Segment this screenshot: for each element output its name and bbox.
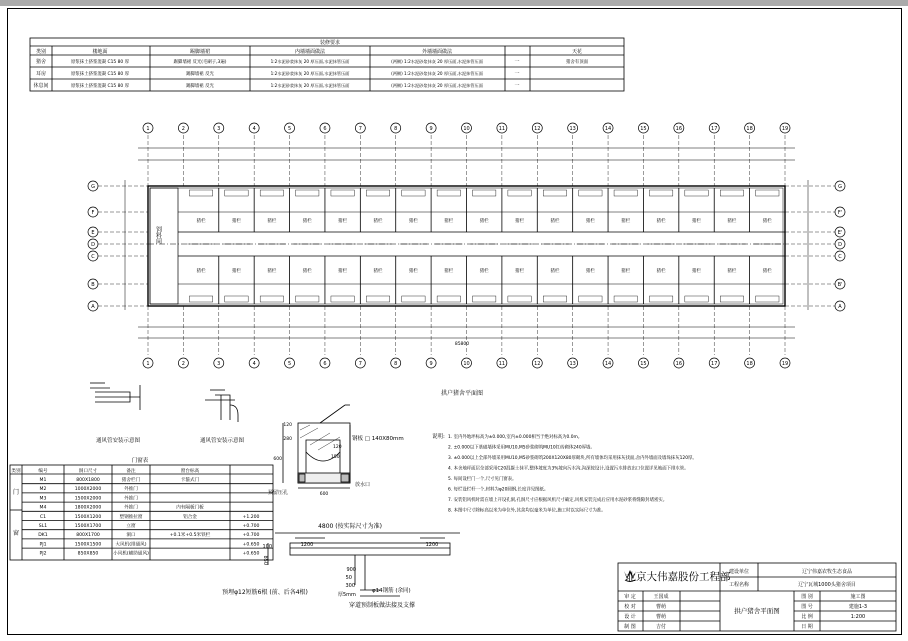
finish-row2-skirting: 踢脚墙裙 反光: [186, 72, 214, 77]
trough-right-label: 放水口: [355, 482, 371, 488]
title-block-field: 图 别: [801, 594, 813, 600]
notes-heading: 说明:: [432, 434, 445, 440]
door-table-cell: 小风机(辅助通风): [113, 551, 149, 557]
door-table-cell: 800X1800: [76, 478, 100, 483]
window-top: [685, 190, 708, 196]
axis-label-left: C: [91, 254, 95, 260]
axis-label-bottom: 16: [675, 361, 683, 367]
trough-dim-120: 120: [283, 423, 292, 428]
note-item: 3. ±0.000以上全部外墙采用MU10,M5砂浆砌筑200X120X80厚砌块,所有墙体均采用抹灰找面,舍内外墙面及墙垛抹灰120厚。: [448, 456, 697, 461]
title-block-role: 校 对: [624, 604, 636, 610]
door-table-cell: C1: [39, 514, 47, 520]
window-bottom: [402, 296, 425, 302]
finish-row1-skirting: 踢脚墙裙 反光(毛刷子,3遍): [173, 60, 227, 65]
pen-label-top: 猪栏: [196, 219, 206, 224]
window-top: [720, 190, 743, 196]
beam-rebar-label: 预埋φ12短筋6根 (前、后各4根): [222, 589, 308, 596]
axis-label-bottom: 8: [394, 361, 398, 367]
axis-label-top: 14: [604, 126, 612, 132]
door-table-cell: 大风机(排通风): [115, 542, 147, 548]
pen-label-bottom: 猪栏: [585, 269, 595, 274]
title-block-role: 设 计: [624, 614, 636, 620]
pen-label-top: 猪栏: [727, 219, 737, 224]
pen-label-top: 猪栏: [656, 219, 666, 224]
trough-dim-600-h: 600: [319, 492, 329, 497]
finish-row3-dash: 一: [514, 83, 520, 89]
notes-list: [448, 433, 697, 514]
finish-row1-dash: 一: [514, 59, 520, 65]
axis-label-right: F': [837, 210, 843, 216]
finish-row2-category: 耳房: [35, 71, 47, 77]
window-bottom: [614, 296, 637, 302]
pen-label-top: 猪栏: [479, 219, 489, 224]
window-bottom: [720, 296, 743, 302]
pen-label-top: 猪栏: [408, 219, 418, 224]
beam-caption: 穿道预制板做法接及支撑: [348, 602, 416, 609]
door-table-header: 备注: [126, 469, 136, 474]
beam-dim-850: 850: [262, 555, 268, 565]
trough-left-label: 预留压孔: [267, 490, 289, 496]
pen-label-bottom: 猪栏: [267, 269, 277, 274]
door-table-cell: 850X850: [77, 551, 99, 557]
door-table-cell: 1800X2000: [74, 505, 102, 511]
vent-detail-a: [90, 383, 140, 410]
door-table-cell: 1500X1200: [74, 514, 102, 520]
axis-label-right: A: [838, 304, 842, 310]
finish-table-title: 装修要求: [319, 40, 341, 46]
plan-total-dimension: 85800: [454, 342, 470, 347]
note-item: 5. 每间设栏门一个,尺寸见门窗表。: [448, 477, 517, 482]
door-table-cell: M3: [39, 496, 47, 502]
window-bottom: [685, 296, 708, 302]
door-table-cell: 猪舍栏门: [121, 478, 141, 483]
axis-label-top: 4: [252, 126, 256, 132]
axis-label-top: 10: [463, 126, 470, 132]
axis-label-top: 17: [711, 126, 718, 132]
window-top: [260, 190, 283, 196]
pen-label-top: 猪栏: [444, 219, 454, 224]
trough-plate-label: 钢板 □ 140X80mm: [352, 436, 404, 442]
beam-bar-label: φ14钢筋 (余同): [372, 588, 411, 594]
finish-row1-interior: 1:2水泥砂浆抹灰 20 厚压面,水泥抹管压面: [270, 59, 350, 64]
window-top: [437, 190, 460, 196]
window-top: [649, 190, 672, 196]
axis-label-right: E': [837, 230, 843, 236]
title-block-value: 1:200: [850, 614, 866, 620]
window-bottom: [437, 296, 460, 302]
finish-row1-floor: 原浆抹土挤浆混凝 C15 80 厚: [71, 60, 129, 65]
beam-dim-1200-left: 1200: [300, 542, 314, 548]
axis-label-top: 16: [675, 126, 683, 132]
door-table-cell: DK1: [38, 533, 48, 539]
axis-label-bottom: 2: [181, 361, 185, 367]
pen-label-top: 猪栏: [373, 219, 383, 224]
window-top: [614, 190, 637, 196]
pen-label-top: 猪栏: [231, 219, 241, 224]
finish-row3-exterior: (两侧) 1:2水泥砂浆抹灰 20 厚压面,水泥抹管压面: [391, 83, 483, 88]
door-table-header: 洞口尺寸: [78, 469, 98, 474]
axis-label-top: 6: [323, 126, 327, 132]
title-block-value: 施工图: [850, 594, 866, 600]
pen-label-bottom: 猪栏: [408, 269, 418, 274]
project-label: 建设单位: [728, 569, 750, 575]
axis-label-bottom: 18: [746, 361, 753, 367]
window-bottom: [189, 296, 212, 302]
project-value: 辽宁伟嘉农牧生态食品: [801, 569, 853, 575]
axis-label-right: B': [837, 282, 843, 288]
plan-title: 拱户猪舍平面图: [440, 390, 484, 397]
note-item: 1. 室内外地坪标高为±0.000,室内±0.000相当于绝对标高为0.0m。: [448, 435, 583, 440]
door-table-cell: +0.700: [242, 533, 260, 539]
door-table-header: 类别: [11, 469, 21, 474]
axis-label-top: 2: [181, 126, 185, 132]
axis-label-bottom: 6: [323, 361, 327, 367]
pen-label-bottom: 猪栏: [515, 269, 525, 274]
door-section-label: 门: [12, 489, 20, 496]
title-block-person: 吉付: [655, 624, 667, 630]
window-bottom: [260, 296, 283, 302]
axis-label-bottom: 5: [287, 361, 292, 367]
door-table-cell: 1500X1500: [74, 542, 102, 548]
note-item: 6. 每栏设栏杆一个,材料为φ20圆钢,长度详见图纸。: [448, 487, 549, 493]
axis-label-left: G: [91, 184, 95, 190]
door-table-cell: 铝合金: [183, 514, 197, 520]
axis-label-top: 15: [640, 126, 647, 132]
window-bottom: [225, 296, 248, 302]
pen-label-bottom: 猪栏: [302, 269, 312, 274]
beam-dim-100: 100: [262, 544, 272, 550]
axis-label-left: B: [91, 282, 95, 288]
trough-dim-150: 150: [331, 455, 340, 460]
finish-row1-category: 猪舍: [35, 59, 47, 65]
finish-row3-interior: 1:2水泥砂浆抹灰 20 厚压面,水泥抹管压面: [270, 83, 350, 88]
axis-label-bottom: 14: [604, 361, 612, 367]
beam-dim-900: 900: [346, 567, 356, 573]
feed-room-label: 饲料间: [154, 226, 162, 244]
trough-dim-600-v: 600: [273, 457, 282, 462]
finish-header-ceiling: 天花: [571, 49, 583, 55]
axis-label-bottom: 1: [146, 361, 150, 367]
axis-label-bottom: 9: [429, 361, 433, 367]
window-top: [756, 190, 779, 196]
vent-detail-a-label: 通风管安装示意图: [95, 438, 141, 444]
door-table-cell: +0.650: [242, 551, 260, 557]
axis-label-top: 13: [569, 126, 576, 132]
door-table-cell: 立窗: [126, 524, 136, 529]
door-table-cell: 外推门: [124, 505, 138, 511]
axis-label-bottom: 4: [252, 361, 256, 367]
axis-label-right: D: [838, 242, 842, 248]
window-top: [331, 190, 354, 196]
pen-label-bottom: 猪栏: [762, 269, 772, 274]
pen-label-bottom: 猪栏: [656, 269, 666, 274]
window-bottom: [649, 296, 672, 302]
pen-label-top: 猪栏: [621, 219, 631, 224]
window-bottom: [543, 296, 566, 302]
beam-title: 4800 (按实际尺寸为准): [318, 523, 382, 530]
axis-label-top: 7: [358, 126, 362, 132]
engineering-label: 工程名称: [728, 582, 750, 588]
window-top: [296, 190, 319, 196]
axis-label-bottom: 10: [463, 361, 470, 367]
window-top: [189, 190, 212, 196]
finish-row2-dash: 一: [514, 71, 520, 77]
door-table-cell: 内有隔板门板: [176, 505, 204, 511]
pen-label-top: 猪栏: [267, 219, 277, 224]
pen-label-bottom: 猪栏: [479, 269, 489, 274]
door-table-cell: +0.650: [242, 542, 260, 548]
title-block-value: 建施1-3: [848, 604, 868, 610]
door-table-title: 门窗表: [131, 458, 149, 464]
door-table-cell: 1500X2000: [74, 496, 102, 502]
beam-dim-300: 300: [345, 583, 355, 589]
door-table-cell: 1500X1700: [74, 524, 102, 529]
door-table-cell: PJ1: [39, 542, 47, 548]
window-bottom: [331, 296, 354, 302]
door-table-header: 编号: [38, 469, 48, 474]
door-table-header: 窗台标高: [180, 469, 200, 474]
pen-label-top: 猪栏: [692, 219, 702, 224]
window-top: [366, 190, 389, 196]
axis-label-bottom: 12: [534, 361, 541, 367]
door-table-cell: 800X1700: [76, 533, 100, 539]
door-table-cell: 卡箍式门: [180, 478, 200, 483]
drawing-name: 拱户猪舍平面图: [734, 607, 780, 615]
company-name: 北京大伟嘉股份工程部: [625, 571, 731, 583]
plan-linework: [125, 135, 808, 355]
pen-label-bottom: 猪栏: [621, 269, 631, 274]
finish-row2-exterior: (两侧) 1:2水泥砂浆抹灰 20 厚压面,水泥抹管压面: [391, 71, 483, 76]
window-section-label: 窗: [12, 530, 20, 537]
axis-label-left: F: [91, 210, 95, 216]
beam-dim-1200-right: 1200: [425, 542, 439, 548]
axis-label-left: D: [91, 242, 95, 248]
window-top: [402, 190, 425, 196]
feed-room: [150, 188, 178, 304]
window-top: [225, 190, 248, 196]
note-item: 4. 本舍地坪面层全部采用C20混凝土抹平,整体坡度为3%坡向污水沟,沟深按设计,设置污水排放出口位置详见地面下排水管。: [448, 466, 689, 472]
door-table-cell: 外推门: [124, 496, 138, 502]
window-bottom: [508, 296, 531, 302]
beam-dim-50: 50: [345, 575, 352, 581]
title-block-role: 制 图: [624, 624, 636, 630]
door-table-cell: 1000X2000: [74, 487, 102, 493]
pen-label-bottom: 猪栏: [338, 269, 348, 274]
axis-label-top: 19: [781, 126, 789, 132]
finish-header-interior-wall: 内墙墙面做法: [294, 49, 326, 55]
note-item: 7. 安装铝风机时需在墙上开设孔洞,孔洞尺寸应根据风机尺寸确定,风机安装完成后应用水泥砂浆将缝隙封堵密实。: [448, 498, 668, 503]
note-item: 8. 本图中尺寸除标高以米为单位外,其余均以毫米为单位,施工时以实际尺寸为准。: [448, 508, 606, 514]
finish-header-skirting: 踢脚墙裙: [189, 49, 211, 55]
window-bottom: [579, 296, 602, 302]
pen-label-bottom: 猪栏: [692, 269, 702, 274]
door-table-cell: +0.700: [242, 524, 260, 529]
pen-label-top: 猪栏: [515, 219, 525, 224]
window-top: [473, 190, 496, 196]
pen-label-top: 猪栏: [302, 219, 312, 224]
title-block-person: 曹萌: [655, 614, 667, 620]
axis-label-right: G: [838, 184, 842, 190]
pen-label-top: 猪栏: [762, 219, 772, 224]
beam-thickness-label: 厚5mm: [338, 592, 356, 598]
axis-label-left: A: [91, 304, 95, 310]
axis-label-top: 18: [746, 126, 753, 132]
title-block-person: 曹萌: [655, 604, 667, 610]
axis-label-bottom: 13: [569, 361, 576, 367]
window-bottom: [366, 296, 389, 302]
pen-label-top: 猪栏: [585, 219, 595, 224]
window-bottom: [473, 296, 496, 302]
pen-label-top: 猪栏: [338, 219, 348, 224]
engineering-value: 辽宁瓦城1000头猪舍项目: [798, 582, 856, 588]
pen-label-top: 猪栏: [550, 219, 560, 224]
finish-header-category: 类别: [35, 49, 47, 55]
finish-header-exterior-wall: 外墙墙面做法: [421, 49, 453, 55]
note-item: 2. ±0.000以下基础墙体采用MU10,M5砂浆砌筑MU10红砖砌体240厚墙。: [448, 445, 595, 451]
floor-plan: [88, 123, 845, 368]
axis-label-bottom: 17: [711, 361, 718, 367]
finish-row2-interior: 1:2水泥砂浆抹灰 20 厚压面,水泥抹管压面: [270, 71, 350, 76]
pen-label-bottom: 猪栏: [373, 269, 383, 274]
door-table-cell: +0.1米+0.5米铁栏: [169, 533, 211, 539]
axis-label-top: 1: [146, 126, 150, 132]
finish-row3-skirting: 踢脚墙裙 反光: [186, 84, 214, 89]
axis-label-bottom: 3: [217, 361, 221, 367]
door-table-cell: M1: [39, 478, 47, 483]
title-block-field: 日 期: [801, 624, 813, 630]
pen-label-bottom: 猪栏: [444, 269, 454, 274]
door-table-cell: +1.200: [242, 514, 260, 520]
title-block-person: 王国成: [653, 594, 669, 600]
axis-label-left: E: [91, 230, 95, 236]
pen-label-bottom: 猪栏: [196, 269, 206, 274]
door-table-cell: M2: [39, 487, 47, 493]
door-table-cell: M4: [39, 505, 47, 511]
axis-label-top: 11: [498, 126, 506, 132]
pen-label-bottom: 猪栏: [231, 269, 241, 274]
axis-label-top: 5: [287, 126, 292, 132]
axis-label-bottom: 15: [640, 361, 647, 367]
door-table-cell: 外推门: [124, 487, 138, 493]
axis-label-bottom: 19: [781, 361, 789, 367]
window-bottom: [296, 296, 319, 302]
door-table-cell: PJ2: [39, 551, 47, 557]
trough-dim-120-b: 120: [333, 445, 342, 450]
vent-detail-b-label: 通风管安装示意图: [199, 438, 245, 444]
window-top: [508, 190, 531, 196]
window-top: [543, 190, 566, 196]
pen-label-bottom: 猪栏: [727, 269, 737, 274]
axis-label-top: 8: [394, 126, 398, 132]
axis-label-top: 12: [534, 126, 541, 132]
axis-label-right: C: [838, 254, 842, 260]
finish-row2-floor: 原浆抹土挤浆混凝 C15 80 厚: [71, 72, 129, 77]
door-table-cell: 洞口: [126, 533, 136, 539]
window-top: [579, 190, 602, 196]
axis-label-bottom: 11: [498, 361, 506, 367]
pen-label-bottom: 猪栏: [550, 269, 560, 274]
window-bottom: [756, 296, 779, 302]
finish-row3-category: 休息间: [33, 83, 49, 89]
trough-dim-280: 280: [283, 437, 292, 442]
axis-label-bottom: 7: [358, 361, 362, 367]
door-table-cell: 塑钢推拉窗: [119, 514, 143, 520]
axis-label-top: 9: [429, 126, 433, 132]
finish-row1-exterior: (两侧) 1:2水泥砂浆抹灰 20 厚压面,水泥抹管压面: [391, 59, 483, 64]
door-table-cell: SL1: [38, 524, 48, 529]
title-block-field: 图 号: [801, 604, 813, 610]
axis-label-top: 3: [217, 126, 221, 132]
finish-row3-floor: 原浆抹土挤浆混凝 C15 80 厚: [71, 84, 129, 89]
title-block-field: 比 例: [801, 614, 813, 620]
finish-row1-ceiling: 猪舍有顶面: [566, 60, 588, 65]
title-block-role: 审 定: [624, 594, 636, 600]
finish-header-floor: 楼地面: [92, 49, 108, 55]
vent-detail-b: [205, 390, 238, 422]
